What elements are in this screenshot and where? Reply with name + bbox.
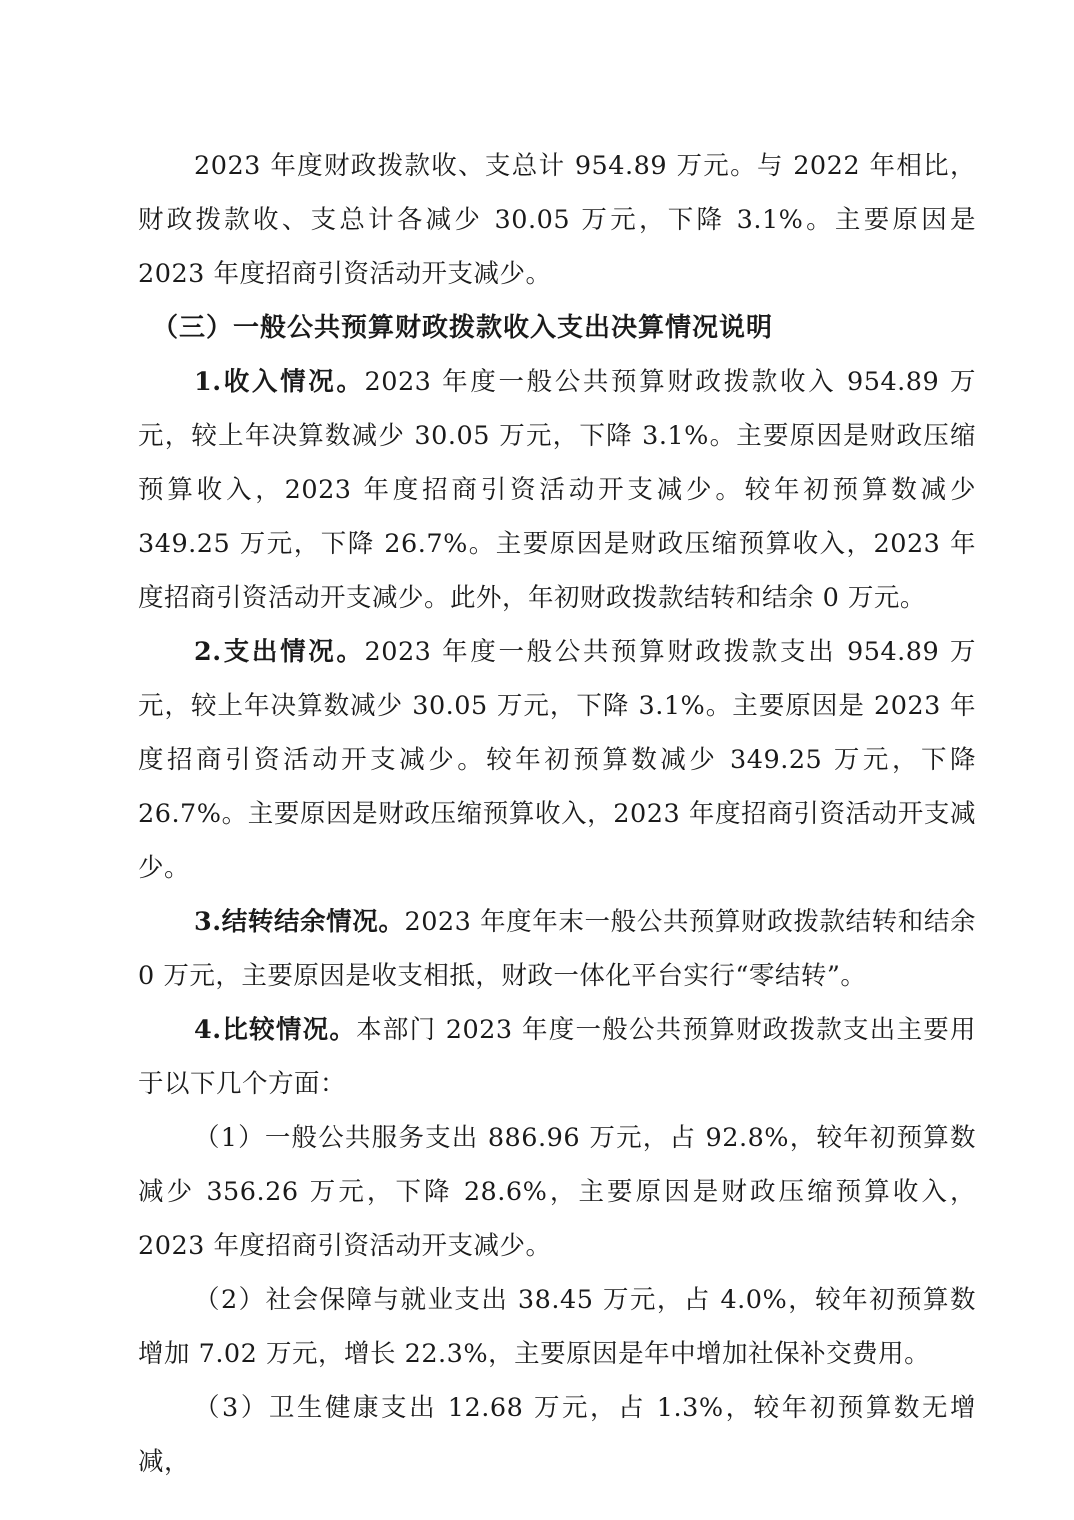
expense-lead: 2.支出情况。 (194, 637, 365, 667)
paragraph-total: 2023 年度财政拨款收、支总计 954.89 万元。与 2022 年相比，财政拨款收、支总计各减少 30.05 万元，下降 3.1%。主要原因是 2023 年度招商引资活动开支减少。 (138, 151, 976, 289)
comparison-text: 本部门 2023 年度一般公共预算财政拨款支出主要用于以下几个方面： (138, 1015, 976, 1099)
paragraph-income (138, 355, 976, 625)
income-text: 2023 年度一般公共预算财政拨款收入 954.89 万元，较上年决算数减少 30.05 万元，下降 3.1%。主要原因是财政压缩预算收入，2023 年度招商引资活动开支减少。较年初预算数减少 349.25 万元，下降 26.7%。主要原因是财政压缩预算收入，2023 年度招商引资活动开支减少。此外，年初财政拨款结转和结余 0 万元。 (138, 367, 976, 613)
list-item-2: （2）社会保障与就业支出 38.45 万元，占 4.0%，较年初预算数增加 7.02 万元，增长 22.3%，主要原因是年中增加社保补交费用。 (138, 1285, 976, 1369)
paragraph-expense (138, 625, 976, 895)
list-item-1: （1）一般公共服务支出 886.96 万元，占 92.8%，较年初预算数减少 356.26 万元，下降 28.6%，主要原因是财政压缩预算收入，2023 年度招商引资活动开支减少。 (138, 1123, 976, 1261)
paragraph-carryover (138, 895, 976, 1003)
paragraph-comparison (138, 1003, 976, 1111)
carryover-lead: 3.结转结余情况。 (194, 907, 405, 937)
comparison-lead: 4.比较情况。 (194, 1015, 357, 1045)
income-lead: 1.收入情况。 (194, 367, 365, 397)
list-item-3: （3）卫生健康支出 12.68 万元，占 1.3%，较年初预算数无增减， (138, 1393, 976, 1477)
section-heading-3: （三）一般公共预算财政拨款收入支出决算情况说明 (152, 313, 774, 343)
document-page (138, 139, 976, 1489)
expense-text: 2023 年度一般公共预算财政拨款支出 954.89 万元，较上年决算数减少 30.05 万元，下降 3.1%。主要原因是 2023 年度招商引资活动开支减少。较年初预算数减少 349.25 万元，下降 26.7%。主要原因是财政压缩预算收入，2023 年度招商引资活动开支减少。 (138, 637, 976, 883)
carryover-text: 2023 年度年末一般公共预算财政拨款结转和结余 0 万元，主要原因是收支相抵，财政一体化平台实行“零结转”。 (138, 907, 976, 991)
